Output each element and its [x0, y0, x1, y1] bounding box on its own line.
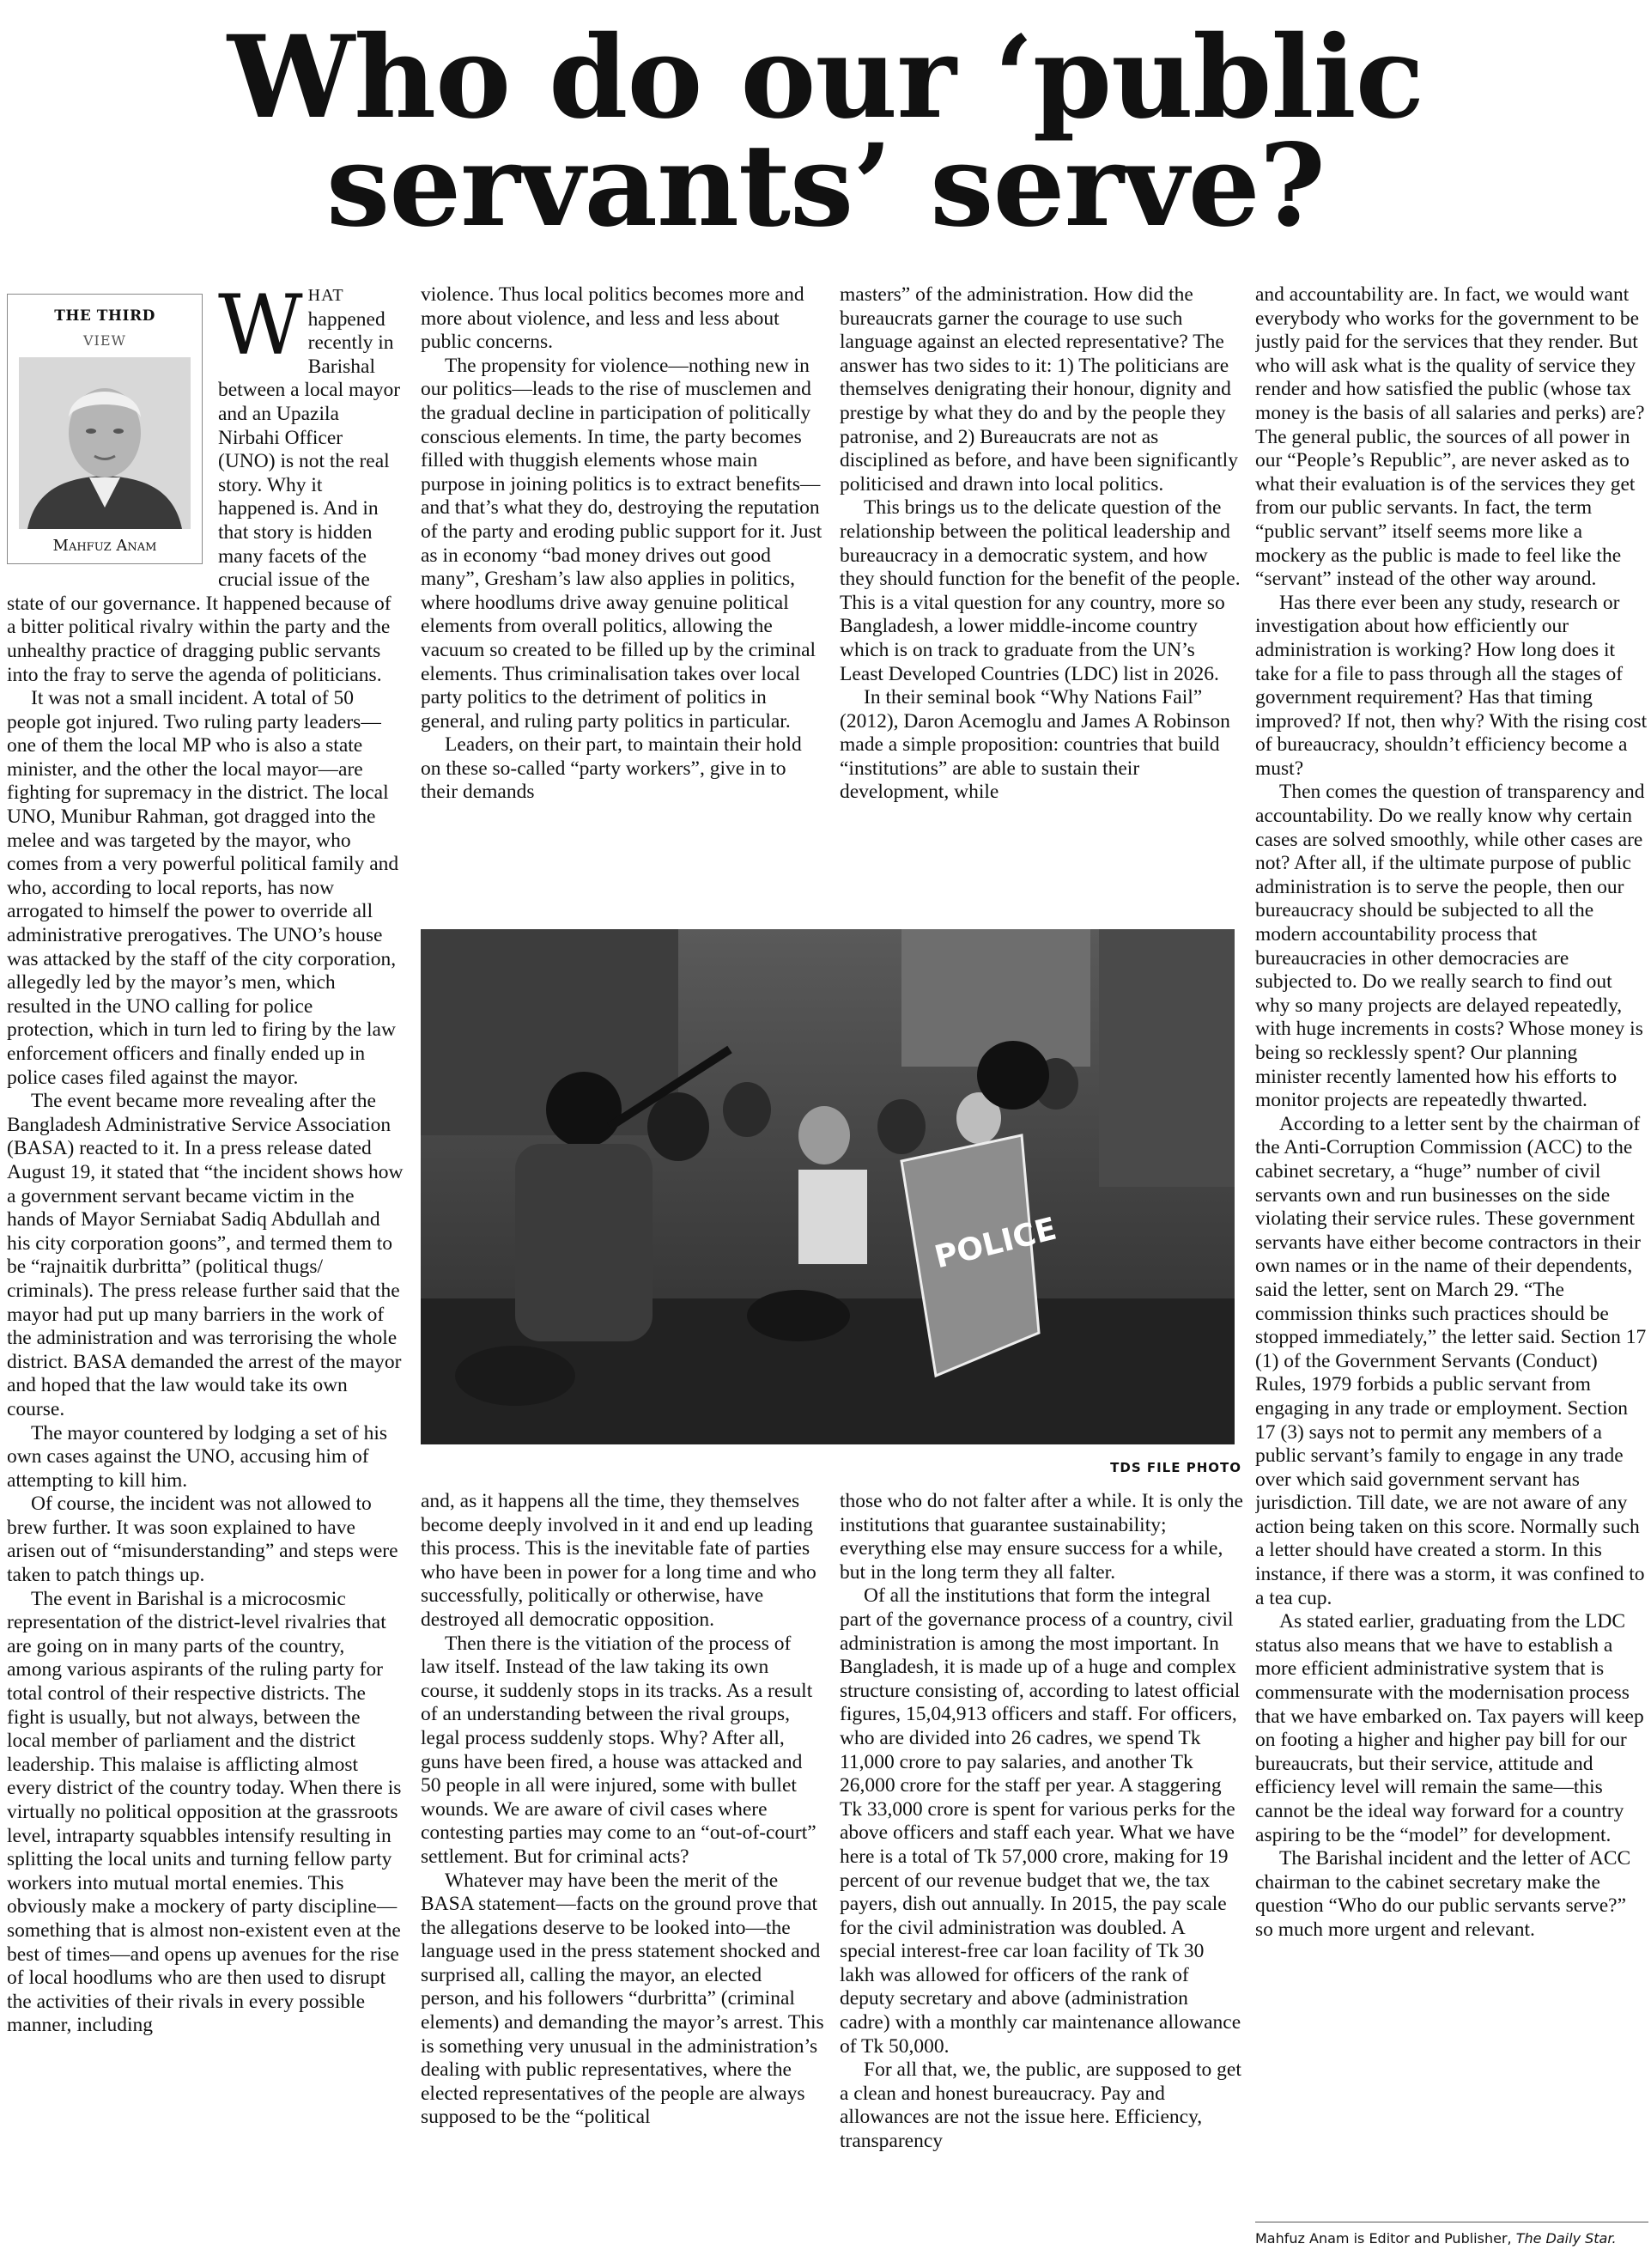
dropcap-rest: HAT [307, 286, 344, 305]
author-footer [1255, 2230, 1648, 2247]
headline-line-2: servants’ serve? [325, 119, 1326, 252]
column-title: THE THIRD [54, 307, 155, 325]
paragraph: The Barishal incident and the letter of ACC chairman to the cabinet secretary make the question “Who do our public servants serve?” so much more urgent and relevant. [1255, 1847, 1631, 1941]
paragraph: violence. Thus local politics becomes more and more about violence, and less and less about public concerns. [421, 283, 804, 354]
paragraph: Of all the institutions that form the integral part of the governance process of a country, civil administration is among the most important. In Bangladesh, it is made up of a huge and complex structure consisting of, according to latest official figures, 15,04,913 officers and staff. For officers, who are divided into 26 cadres, we spend Tk 11,000 crore to pay salaries, and another Tk 26,000 crore for the staff per year. A staggering Tk 33,000 crore is spent for various perks for the above officers and staff each year. What we have here is a total of Tk 57,000 crore, making for 19 percent of our revenue budget that we, the tax payers, dish out annually. In 2015, the pay scale for the civil administration was doubled. A special interest-free car loan facility of Tk 30 lakh was allowed for officers of the rank of deputy secretary and above (administration cadre) with a monthly car maintenance allowance of Tk 50,000. [840, 1584, 1241, 2058]
headline-line-1: Who do our ‘public [227, 11, 1424, 144]
paragraph: The propensity for violence—nothing new in our politics—leads to the rise of musclemen and the gradual decline in participation of politically conscious elements. In time, the party becomes filled with thuggish elements whose main purpose in joining politics is to extract benefits—and that’s what they do, destroying the reputation of the party and eroding public support for it. Just as in economy “bad money drives out good many”, Gresham’s law also applies in politics, where hoodlums drive away genuine political elements from overall politics, allowing the vacuum so created to be filled up by the criminal elements. Thus criminalisation takes over local party politics to the detriment of politics in general, and ruling party politics in particular. [421, 354, 822, 733]
article-column-1 [7, 283, 404, 2259]
column-subtitle: VIEW [83, 331, 126, 349]
paragraph: The mayor countered by lodging a set of his own cases against the UNO, accusing him of attempting to kill him. [7, 1421, 388, 1492]
article-column-4 [1255, 283, 1648, 2216]
footer-text: Mahfuz Anam is Editor and Publisher, [1255, 2230, 1512, 2247]
paragraph: Leaders, on their part, to maintain their hold on these so-called “party workers”, give in to their demands [421, 733, 802, 804]
shield-label: POLICE [931, 1211, 1060, 1276]
dropcap-letter: W [218, 283, 303, 374]
paragraph: Then there is the vitiation of the process of law itself. Instead of the law taking its own course, it suddenly stops in its tracks. As a result of an understanding between the rival groups, legal process suddenly stops. Why? After all, guns have been fired, a house was attacked and 50 people in all were injured, some with bullet wounds. We are aware of civil cases where contesting parties may come to an “out-of-court” settlement. But for criminal acts? [421, 1632, 816, 1868]
headline [0, 11, 1651, 252]
paragraph: Of course, the incident was not allowed to brew further. It was soon explained to have arisen out of “misunderstanding” and steps were taken to patch things up. [7, 1493, 398, 1587]
paragraph: This brings us to the delicate question of the relationship between the political leadership and bureaucracy in a democratic system, and how they should function for the benefit of the people. This is a vital question for any country, more so Bangladesh, a lower middle-income country which is on track to graduate from the UN’s Least Developed Countries (LDC) list in 2026. [840, 496, 1241, 685]
paragraph: those who do not falter after a while. It is only the institutions that guarantee sustainability; everything else may ensure success for a while, but in the long term they all falter. [840, 1490, 1243, 1584]
article-column-3-bottom [840, 1490, 1243, 2254]
author-portrait-icon [19, 357, 191, 529]
paragraph: As stated earlier, graduating from the LDC status also means that we have to establish a more efficient administrative system that is commensurate with the modernisation process that we have embarked on. Tax payers will keep on footing a higher and higher pay bill for our bureaucrats, but their service, attitude and efficiency level will remain the same—this cannot be the ideal way forward for a country aspiring to be the “model” for development. [1255, 1610, 1644, 1846]
paragraph: For all that, we, the public, are supposed to get a clean and honest bureaucracy. Pay and allowances are not the issue here. Efficiency, transparency [840, 2058, 1241, 2153]
paragraph: It was not a small incident. A total of 50 people got injured. Two ruling party leaders—one of them the local MP who is also a state minister, and the other the local mayor—are fighting for supremacy in the district. The local UNO, Munibur Rahman, got dragged into the melee and was targeted by the mayor, who comes from a very powerful political family and who, according to local reports, has now arrogated to himself the power to override all administrative prerogatives. The UNO’s house was attacked by the staff of the city corporation, allegedly led by the mayor’s men, which resulted in the UNO calling for police protection, which in turn led to firing by the law enforcement officers and finally ended up in police cases filed against the mayor. [7, 687, 399, 1089]
article-column-2-top [421, 283, 824, 923]
footer-publication: The Daily Star. [1515, 2230, 1617, 2247]
paragraph: In their seminal book “Why Nations Fail” (2012), Daron Acemoglu and James A Robinson made a simple proposition: countries that build “institutions” are able to sustain their development, while [840, 686, 1230, 804]
paragraph: and accountability are. In fact, we would want everybody who works for the government to be justly paid for the services that they render. But who will ask what is the quality of service they render and how satisfied the public (whose tax money is the basis of all salaries and perks) are? The general public, the sources of all power in our “People’s Republic”, are never asked as to what their evaluation is of the services they get from our public servants. In fact, the term “public servant” itself seems more like a mockery as the public is made to feel like the “servant” instead of the other way around. [1255, 283, 1645, 591]
news-photo [421, 929, 1235, 1444]
paragraph-text: happened recently in Barishal between a local mayor and an Upazila Nirbahi Officer (UNO) is not the real story. Why it happened is. And in that story is hidden many facets of the crucial issue of the state of our governance. It happened because of a bitter political rivalry within the party and the unhealthy practice of dragging public servants into the fray to serve the agenda of politicians. [7, 307, 401, 686]
paragraph: The event in Barishal is a microcosmic representation of the district-level rivalries that are going on in many parts of the country, among various aspirants of the ruling party for total control of their respective districts. The fight is usually, but not always, between the local member of parliament and the district leadership. This malaise is afflicting almost every district of the country today. When there is virtually no political opposition at the grassroots level, intraparty squabbles intensify resulting in splitting the local units and turning fellow party workers into mutual mortal enemies. This obviously make a mockery of party discipline—something that is almost non-existent even at the best of times—and opens up avenues for the rise of local hoodlums who are then used to disrupt the activities of their rivals in every possible manner, including [7, 1587, 402, 2037]
paragraph: Then comes the question of transparency and accountability. Do we really know why certain cases are solved smoothly, while other cases are not? After all, if the ultimate purpose of public administration is to serve the people, then our bureaucracy should be subjected to all the modern accountability process that bureaucracies in other democracies are subjected to. Do we really search to find out why so many projects are delayed repeatedly, with huge increments in costs? Whose money is being so recklessly spent? Our planning minister recently lamented how his efforts to monitor projects are repeatedly thwarted. [1255, 781, 1645, 1112]
paragraph: and, as it happens all the time, they themselves become deeply involved in it and end up leading this process. This is the inevitable fate of parties who have been in power for a long time and who successfully, politically or otherwise, have destroyed all democratic opposition. [421, 1490, 816, 1631]
paragraph: masters” of the administration. How did the bureaucrats garner the courage to use such language against an elected representative? The answer has two sides to it: 1) The politicians are themselves denigrating their honour, dignity and prestige by what they do and by the people they patronise, and 2) Bureaucrats are not as disciplined as before, and have been significantly politicised and drawn into local politics. [840, 283, 1238, 496]
police-clash-photo [421, 929, 1235, 1444]
byline-box [7, 294, 203, 564]
photo-credit: TDS FILE PHOTO [1110, 1460, 1241, 1475]
paragraph: Whatever may have been the merit of the BASA statement—facts on the ground prove that the allegations deserve to be looked into—the language used in the press statement shocked and surprised all, calling the mayor, an elected person, and his followers “durbritta” (criminal elements) and demanding the mayor’s arrest. This is something very unusual in the administration’s dealing with public representatives, where the elected representatives of the people are always supposed to be the “political [421, 1869, 824, 2129]
author-name: Mahfuz Anam [52, 537, 157, 556]
article-column-2-bottom [421, 1490, 824, 2254]
author-portrait [19, 357, 191, 529]
paragraph: Has there ever been any study, research or investigation about how efficiently our administration is working? How long does it take for a file to pass through all the stages of government requirement? Has that timing improved? If not, then why? With the rising cost of bureaucracy, shouldn’t efficiency become a must? [1255, 591, 1648, 780]
paragraph: The event became more revealing after the Bangladesh Administrative Service Association (BASA) reacted to it. In a press release dated August 19, it stated that “the incident shows how a government servant became victim in the hands of Mayor Serniabat Sadiq Abdullah and his city corporation goons”, and termed them to be “rajnaitik durbritta” (political thugs/ criminals). The press release further said that the mayor had put up many barriers in the work of the administration and was terrorising the whole district. BASA demanded the arrest of the mayor and hoped that the law would take its own course. [7, 1090, 404, 1420]
paragraph: According to a letter sent by the chairman of the Anti-Corruption Commission (ACC) to the cabinet secretary, a “huge” number of civil servants own and run businesses on the side violating their service rules. These government servants have either become contractors in their own names or in the name of their dependents, said the letter, sent on March 29. “The commission thinks such practices should be stopped immediately,” the letter said. Section 17 (1) of the Government Servants (Conduct) Rules, 1979 forbids a public servant from engaging in any trade or employment. Section 17 (3) says not to permit any members of a public servant’s family to engage in any trade over which said government servant has jurisdiction. Till date, we are not aware of any action being taken on this score. Normally such a letter should have created a storm. In this instance, if there was a storm, it was confined to a tea cup. [1255, 1112, 1647, 1609]
article-column-3-top [840, 283, 1243, 923]
